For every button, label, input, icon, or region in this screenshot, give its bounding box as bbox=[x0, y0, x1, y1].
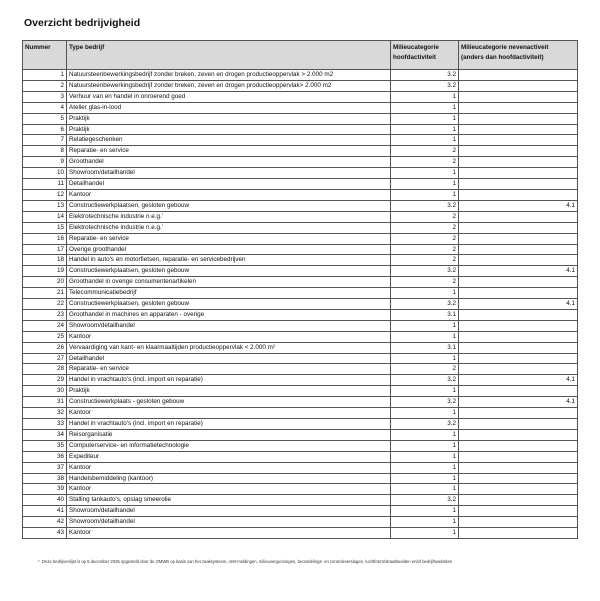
row-milieucategorie-hoofd: 3.2 bbox=[391, 70, 459, 81]
row-number: 21 bbox=[23, 288, 67, 299]
table-row bbox=[23, 255, 578, 266]
row-milieucategorie-hoofd: 1 bbox=[391, 124, 459, 135]
row-milieucategorie-neven bbox=[459, 320, 578, 331]
row-number: 39 bbox=[23, 484, 67, 495]
row-milieucategorie-hoofd: 2 bbox=[391, 222, 459, 233]
row-type-bedrijf: Kantoor bbox=[67, 528, 391, 539]
row-type-bedrijf: Handel in auto's en motorfietsen, reparatie- en servicebedrijven bbox=[67, 255, 391, 266]
row-type-bedrijf: Handel in vrachtauto's (incl. import en reparatie) bbox=[67, 419, 391, 430]
row-milieucategorie-hoofd: 1 bbox=[391, 429, 459, 440]
row-milieucategorie-neven bbox=[459, 386, 578, 397]
row-milieucategorie-neven bbox=[459, 222, 578, 233]
row-number: 42 bbox=[23, 517, 67, 528]
row-number: 1 bbox=[23, 70, 67, 81]
row-type-bedrijf: Praktijk bbox=[67, 113, 391, 124]
row-milieucategorie-neven bbox=[459, 168, 578, 179]
row-milieucategorie-hoofd: 3.2 bbox=[391, 397, 459, 408]
row-milieucategorie-hoofd: 1 bbox=[391, 168, 459, 179]
row-type-bedrijf: Natuursteenbewerkingsbedrijf zonder breken, zeven en drogen productieoppervlak > 2.000 m2 bbox=[67, 70, 391, 81]
header-neven-line2: (anders dan hoofdactiviteit) bbox=[461, 54, 544, 61]
row-number: 33 bbox=[23, 419, 67, 430]
row-number: 29 bbox=[23, 375, 67, 386]
row-type-bedrijf: Relatiegeschenken bbox=[67, 135, 391, 146]
row-type-bedrijf: Handelsbemiddeling (kantoor) bbox=[67, 473, 391, 484]
row-milieucategorie-neven bbox=[459, 419, 578, 430]
row-type-bedrijf: Elektrotechnische industrie n.e.g.' bbox=[67, 211, 391, 222]
row-milieucategorie-neven bbox=[459, 244, 578, 255]
row-milieucategorie-neven bbox=[459, 473, 578, 484]
row-milieucategorie-hoofd: 1 bbox=[391, 506, 459, 517]
row-type-bedrijf: Verhuur van en handel in onroerend goed bbox=[67, 91, 391, 102]
row-type-bedrijf: Expediteur bbox=[67, 451, 391, 462]
table-row bbox=[23, 211, 578, 222]
row-milieucategorie-neven bbox=[459, 102, 578, 113]
footnote-text: Deze bedrijvenlijst is op 8 december 2025 opgesteld door de OMWB op basis van het zaaksysteem, AIM-meldingen, milieuvergunningen, beoordelings- en controleverslagen, luchtfoto's/straatbeelden en/of bedrijfswebsites bbox=[42, 559, 453, 564]
row-milieucategorie-neven bbox=[459, 80, 578, 91]
header-nummer: Nummer bbox=[23, 41, 67, 70]
table-row bbox=[23, 157, 578, 168]
row-milieucategorie-neven bbox=[459, 91, 578, 102]
row-milieucategorie-hoofd: 3.2 bbox=[391, 419, 459, 430]
row-number: 31 bbox=[23, 397, 67, 408]
row-number: 32 bbox=[23, 408, 67, 419]
row-type-bedrijf: Elektrotechnische industrie n.e.g.' bbox=[67, 222, 391, 233]
row-milieucategorie-neven bbox=[459, 342, 578, 353]
row-milieucategorie-hoofd: 1 bbox=[391, 517, 459, 528]
footnote bbox=[38, 559, 562, 565]
row-milieucategorie-neven: 4.1 bbox=[459, 266, 578, 277]
row-milieucategorie-neven bbox=[459, 495, 578, 506]
table-row bbox=[23, 91, 578, 102]
table-row bbox=[23, 331, 578, 342]
row-milieucategorie-neven bbox=[459, 277, 578, 288]
row-milieucategorie-hoofd: 1 bbox=[391, 440, 459, 451]
row-type-bedrijf: Constructiewerkplaatsen, gesloten gebouw bbox=[67, 266, 391, 277]
row-type-bedrijf: Vervaardiging van kant- en klaarmaaltijden productieoppervlak < 2.000 m² bbox=[67, 342, 391, 353]
row-type-bedrijf: Constructiewerkplaats - gesloten gebouw bbox=[67, 397, 391, 408]
table-row bbox=[23, 124, 578, 135]
row-type-bedrijf: Reparatie- en service bbox=[67, 146, 391, 157]
row-type-bedrijf: Showroom/detailhandel bbox=[67, 517, 391, 528]
row-milieucategorie-hoofd: 3.2 bbox=[391, 375, 459, 386]
table-row bbox=[23, 320, 578, 331]
row-milieucategorie-hoofd: 3.2 bbox=[391, 299, 459, 310]
row-milieucategorie-hoofd: 1 bbox=[391, 473, 459, 484]
row-milieucategorie-neven bbox=[459, 353, 578, 364]
row-type-bedrijf: Showroom/detailhandel bbox=[67, 320, 391, 331]
row-number: 12 bbox=[23, 189, 67, 200]
row-milieucategorie-neven bbox=[459, 255, 578, 266]
row-milieucategorie-hoofd: 2 bbox=[391, 157, 459, 168]
row-milieucategorie-neven bbox=[459, 429, 578, 440]
table-row bbox=[23, 429, 578, 440]
row-milieucategorie-hoofd: 1 bbox=[391, 320, 459, 331]
table-row bbox=[23, 495, 578, 506]
row-milieucategorie-neven bbox=[459, 157, 578, 168]
table-row bbox=[23, 266, 578, 277]
row-milieucategorie-neven bbox=[459, 506, 578, 517]
row-type-bedrijf: Telecommunicatiebedrijf bbox=[67, 288, 391, 299]
row-number: 23 bbox=[23, 309, 67, 320]
row-type-bedrijf: Natuursteenbewerkingsbedrijf zonder breken, zeven en drogen productieoppervlak> 2.000 m2 bbox=[67, 80, 391, 91]
row-number: 30 bbox=[23, 386, 67, 397]
row-milieucategorie-hoofd: 3.1 bbox=[391, 342, 459, 353]
row-type-bedrijf: Praktijk bbox=[67, 386, 391, 397]
row-number: 18 bbox=[23, 255, 67, 266]
row-type-bedrijf: Kantoor bbox=[67, 462, 391, 473]
header-hoofd-line1: Milieucategorie bbox=[393, 44, 439, 51]
row-number: 26 bbox=[23, 342, 67, 353]
row-type-bedrijf: Groothandel bbox=[67, 157, 391, 168]
row-type-bedrijf: Constructiewerkplaatsen, gesloten gebouw bbox=[67, 200, 391, 211]
table-row bbox=[23, 244, 578, 255]
table-header-row bbox=[23, 41, 578, 70]
row-type-bedrijf: Kantoor bbox=[67, 408, 391, 419]
row-milieucategorie-hoofd: 2 bbox=[391, 146, 459, 157]
row-number: 8 bbox=[23, 146, 67, 157]
row-milieucategorie-hoofd: 3.2 bbox=[391, 495, 459, 506]
row-type-bedrijf: Praktijk bbox=[67, 124, 391, 135]
footnote-marker: * bbox=[38, 559, 40, 564]
row-number: 16 bbox=[23, 233, 67, 244]
table-row bbox=[23, 440, 578, 451]
row-milieucategorie-hoofd: 1 bbox=[391, 353, 459, 364]
row-type-bedrijf: Detailhandel bbox=[67, 353, 391, 364]
table-row bbox=[23, 146, 578, 157]
row-type-bedrijf: Constructiewerkplaatsen, gesloten gebouw bbox=[67, 299, 391, 310]
row-milieucategorie-hoofd: 1 bbox=[391, 189, 459, 200]
table-row bbox=[23, 462, 578, 473]
table-row bbox=[23, 222, 578, 233]
header-milieucategorie-hoofdactiviteit bbox=[391, 41, 459, 70]
header-type-bedrijf: Type bedrijf bbox=[67, 41, 391, 70]
row-type-bedrijf: Reisorganisatie bbox=[67, 429, 391, 440]
row-milieucategorie-neven bbox=[459, 113, 578, 124]
row-milieucategorie-hoofd: 1 bbox=[391, 113, 459, 124]
row-type-bedrijf: Detailhandel bbox=[67, 179, 391, 190]
row-number: 24 bbox=[23, 320, 67, 331]
row-milieucategorie-hoofd: 1 bbox=[391, 462, 459, 473]
row-number: 43 bbox=[23, 528, 67, 539]
row-number: 4 bbox=[23, 102, 67, 113]
row-type-bedrijf: Showroom/detailhandel bbox=[67, 506, 391, 517]
table-row bbox=[23, 288, 578, 299]
row-milieucategorie-hoofd: 2 bbox=[391, 233, 459, 244]
row-number: 10 bbox=[23, 168, 67, 179]
page-title: Overzicht bedrijvigheid bbox=[24, 17, 141, 29]
table-row bbox=[23, 309, 578, 320]
table-row bbox=[23, 277, 578, 288]
row-number: 17 bbox=[23, 244, 67, 255]
table-row bbox=[23, 473, 578, 484]
row-milieucategorie-neven bbox=[459, 440, 578, 451]
table-row bbox=[23, 200, 578, 211]
row-milieucategorie-hoofd: 3.1 bbox=[391, 309, 459, 320]
row-milieucategorie-hoofd: 3.2 bbox=[391, 200, 459, 211]
row-number: 9 bbox=[23, 157, 67, 168]
table-row bbox=[23, 408, 578, 419]
table-row bbox=[23, 451, 578, 462]
row-milieucategorie-hoofd: 3.2 bbox=[391, 80, 459, 91]
table-row bbox=[23, 386, 578, 397]
row-number: 14 bbox=[23, 211, 67, 222]
row-milieucategorie-neven bbox=[459, 484, 578, 495]
row-milieucategorie-hoofd: 1 bbox=[391, 528, 459, 539]
row-milieucategorie-neven bbox=[459, 135, 578, 146]
row-type-bedrijf: Kantoor bbox=[67, 484, 391, 495]
row-number: 40 bbox=[23, 495, 67, 506]
row-milieucategorie-neven bbox=[459, 364, 578, 375]
row-milieucategorie-neven bbox=[459, 451, 578, 462]
header-neven-line1: Milieucategorie nevenactiveit bbox=[461, 44, 549, 51]
row-type-bedrijf: Atelier glas-in-lood bbox=[67, 102, 391, 113]
row-number: 34 bbox=[23, 429, 67, 440]
row-type-bedrijf: Groothandel in machines en apparaten - overige bbox=[67, 309, 391, 320]
row-type-bedrijf: Overige groothandel bbox=[67, 244, 391, 255]
table-row bbox=[23, 299, 578, 310]
row-milieucategorie-neven bbox=[459, 70, 578, 81]
table-row bbox=[23, 375, 578, 386]
row-number: 20 bbox=[23, 277, 67, 288]
row-milieucategorie-neven: 4.1 bbox=[459, 397, 578, 408]
row-milieucategorie-neven bbox=[459, 462, 578, 473]
header-hoofd-line2: hoofdactiviteit bbox=[393, 54, 437, 61]
table-row bbox=[23, 168, 578, 179]
row-milieucategorie-hoofd: 2 bbox=[391, 244, 459, 255]
row-milieucategorie-neven bbox=[459, 146, 578, 157]
table-row bbox=[23, 528, 578, 539]
row-type-bedrijf: Computerservice- en informatietechnologie bbox=[67, 440, 391, 451]
row-number: 35 bbox=[23, 440, 67, 451]
row-number: 5 bbox=[23, 113, 67, 124]
row-number: 13 bbox=[23, 200, 67, 211]
row-type-bedrijf: Reparatie- en service bbox=[67, 364, 391, 375]
row-number: 7 bbox=[23, 135, 67, 146]
table-row bbox=[23, 353, 578, 364]
table-row bbox=[23, 364, 578, 375]
row-milieucategorie-hoofd: 3.2 bbox=[391, 266, 459, 277]
row-number: 22 bbox=[23, 299, 67, 310]
row-type-bedrijf: Reparatie- en service bbox=[67, 233, 391, 244]
row-number: 2 bbox=[23, 80, 67, 91]
row-type-bedrijf: Kantoor bbox=[67, 189, 391, 200]
table-row bbox=[23, 102, 578, 113]
table-row bbox=[23, 233, 578, 244]
row-number: 19 bbox=[23, 266, 67, 277]
row-milieucategorie-neven: 4.1 bbox=[459, 299, 578, 310]
row-number: 27 bbox=[23, 353, 67, 364]
row-number: 37 bbox=[23, 462, 67, 473]
row-milieucategorie-neven bbox=[459, 517, 578, 528]
row-type-bedrijf: Handel in vrachtauto's (incl. import en reparatie) bbox=[67, 375, 391, 386]
table-row bbox=[23, 179, 578, 190]
row-milieucategorie-hoofd: 1 bbox=[391, 484, 459, 495]
row-milieucategorie-neven bbox=[459, 309, 578, 320]
header-milieucategorie-nevenactiviteit bbox=[459, 41, 578, 70]
row-number: 3 bbox=[23, 91, 67, 102]
row-milieucategorie-hoofd: 2 bbox=[391, 255, 459, 266]
row-type-bedrijf: Kantoor bbox=[67, 331, 391, 342]
row-milieucategorie-neven bbox=[459, 189, 578, 200]
table-row bbox=[23, 135, 578, 146]
table-row bbox=[23, 189, 578, 200]
row-number: 41 bbox=[23, 506, 67, 517]
table-row bbox=[23, 484, 578, 495]
row-milieucategorie-neven bbox=[459, 528, 578, 539]
row-number: 15 bbox=[23, 222, 67, 233]
row-milieucategorie-hoofd: 2 bbox=[391, 211, 459, 222]
table-row bbox=[23, 506, 578, 517]
row-milieucategorie-neven: 4.1 bbox=[459, 200, 578, 211]
table-row bbox=[23, 397, 578, 408]
row-milieucategorie-neven bbox=[459, 331, 578, 342]
row-milieucategorie-hoofd: 1 bbox=[391, 91, 459, 102]
table-row bbox=[23, 517, 578, 528]
row-milieucategorie-neven bbox=[459, 211, 578, 222]
row-milieucategorie-neven bbox=[459, 408, 578, 419]
row-type-bedrijf: Showroom/detailhandel bbox=[67, 168, 391, 179]
row-number: 28 bbox=[23, 364, 67, 375]
row-milieucategorie-hoofd: 1 bbox=[391, 135, 459, 146]
row-milieucategorie-hoofd: 1 bbox=[391, 102, 459, 113]
row-milieucategorie-neven bbox=[459, 124, 578, 135]
row-milieucategorie-neven bbox=[459, 179, 578, 190]
row-type-bedrijf: Stalling tankauto's, opslag smeerolie bbox=[67, 495, 391, 506]
row-milieucategorie-hoofd: 1 bbox=[391, 408, 459, 419]
row-milieucategorie-hoofd: 1 bbox=[391, 386, 459, 397]
row-milieucategorie-hoofd: 1 bbox=[391, 331, 459, 342]
bedrijvigheid-table bbox=[22, 40, 578, 539]
row-milieucategorie-hoofd: 1 bbox=[391, 288, 459, 299]
row-type-bedrijf: Groothandel in overige consumentenartikelen bbox=[67, 277, 391, 288]
row-number: 6 bbox=[23, 124, 67, 135]
row-number: 25 bbox=[23, 331, 67, 342]
table-row bbox=[23, 419, 578, 430]
row-milieucategorie-hoofd: 2 bbox=[391, 364, 459, 375]
row-milieucategorie-neven bbox=[459, 233, 578, 244]
table-row bbox=[23, 70, 578, 81]
row-milieucategorie-neven bbox=[459, 288, 578, 299]
row-number: 36 bbox=[23, 451, 67, 462]
table-row bbox=[23, 342, 578, 353]
row-milieucategorie-hoofd: 2 bbox=[391, 277, 459, 288]
row-number: 11 bbox=[23, 179, 67, 190]
row-milieucategorie-hoofd: 1 bbox=[391, 451, 459, 462]
row-number: 38 bbox=[23, 473, 67, 484]
table-row bbox=[23, 113, 578, 124]
row-milieucategorie-hoofd: 1 bbox=[391, 179, 459, 190]
table-row bbox=[23, 80, 578, 91]
row-milieucategorie-neven: 4.1 bbox=[459, 375, 578, 386]
